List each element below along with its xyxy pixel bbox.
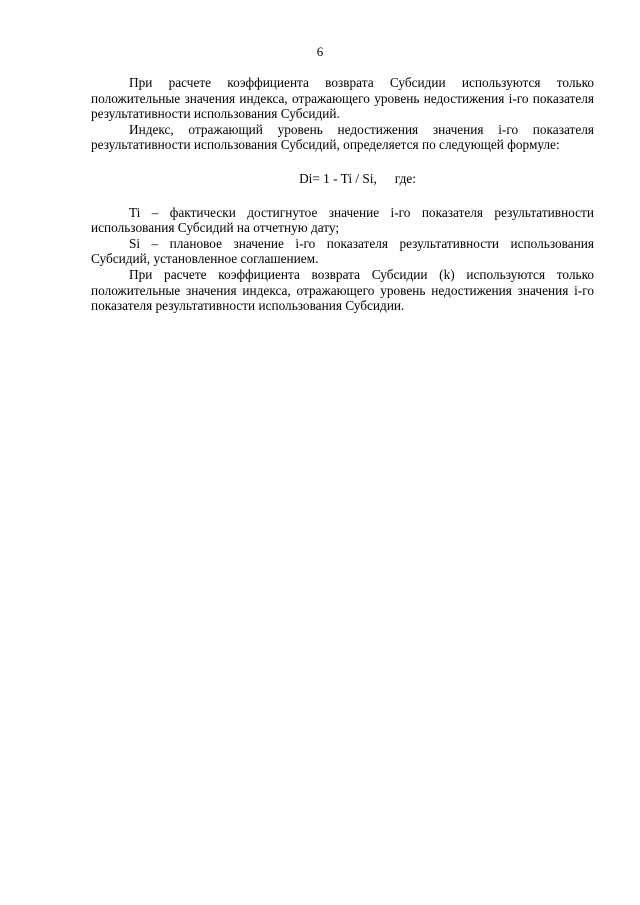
paragraph-index-definition: Индекс, отражающий уровень недостижения значения i-го показателя результативности использования Субсидий, определяется по следующей формуле: bbox=[91, 121, 594, 153]
page-number: 6 bbox=[316, 44, 324, 59]
formula bbox=[91, 171, 594, 187]
paragraph-coefficient-k: При расчете коэффициента возврата Субсидии (k) используются только положительные значения индекса, отражающего уровень недостижения значения i-го показателя результативности использования Субсидии. bbox=[91, 266, 594, 314]
definition-ti: Ti – фактически достигнутое значение i-го показателя результативности использования Субсидий на отчетную дату; bbox=[91, 204, 594, 236]
paragraph-coefficient-positive-values: При расчете коэффициента возврата Субсидии используются только положительные значения индекса, отражающего уровень недостижения i-го показателя результативности использования Субсидий. bbox=[91, 75, 594, 122]
definitions-list bbox=[91, 205, 594, 267]
document-body bbox=[91, 75, 594, 314]
definition-si: Si – плановое значение i-го показателя результативности использования Субсидий, установленное соглашением. bbox=[91, 235, 594, 267]
formula-expression: Di= 1 - Ti / Si, bbox=[299, 170, 377, 186]
formula-suffix: где: bbox=[394, 170, 416, 186]
